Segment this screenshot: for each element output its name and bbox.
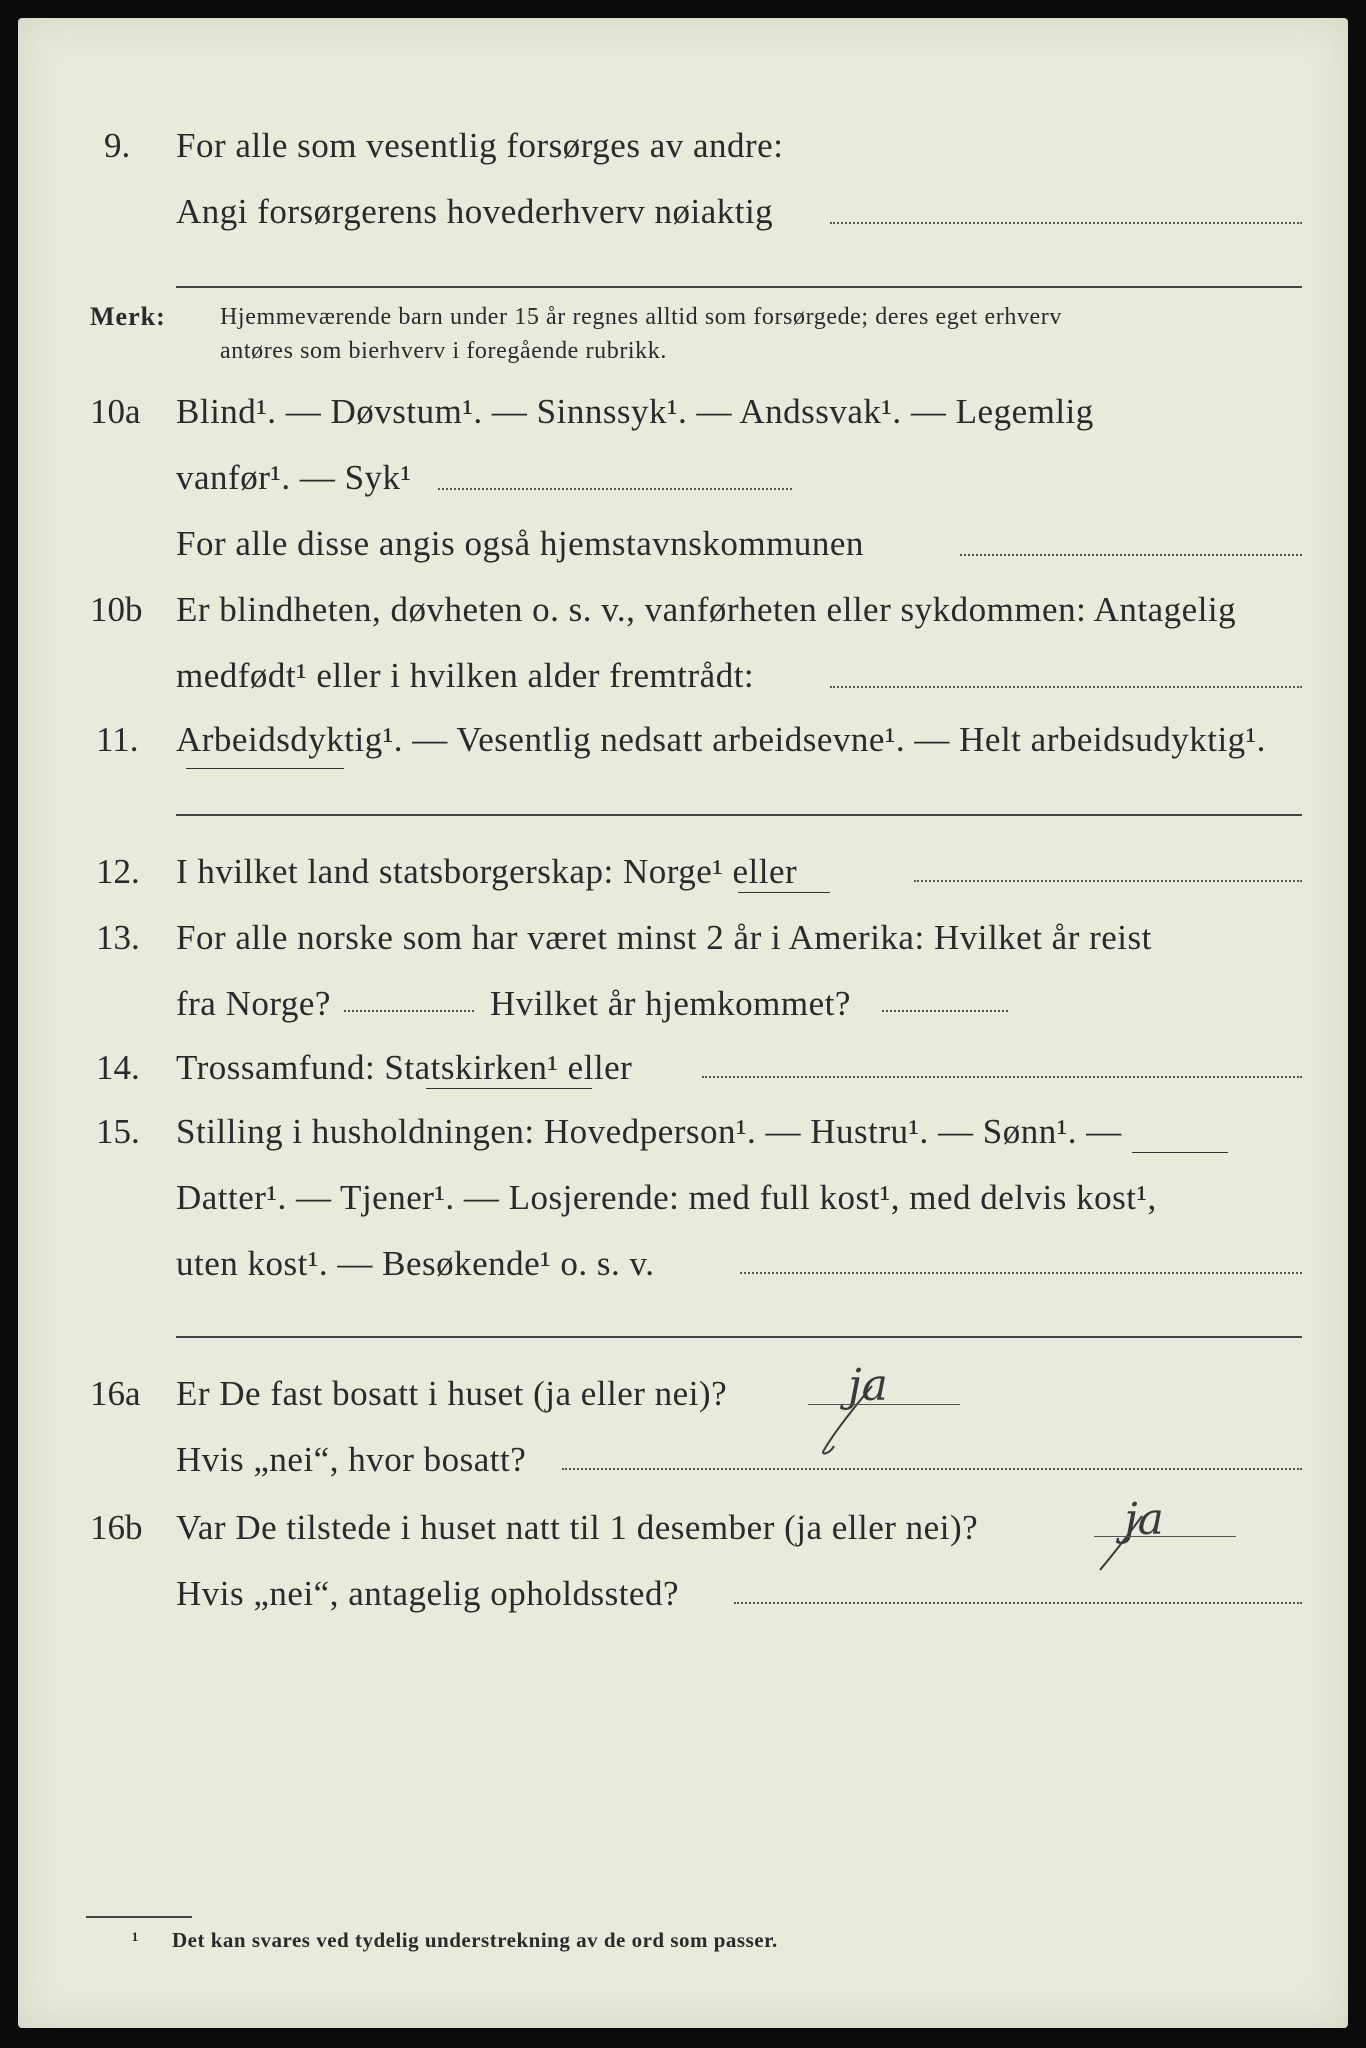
merk-line1: Hjemmeværende barn under 15 år regnes alltid som forsørgede; deres eget erhverv <box>220 304 1063 330</box>
q16a-line1: Er De fast bosatt i huset (ja eller nei)? <box>176 1374 728 1413</box>
q13-number: 13. <box>96 918 140 957</box>
q16a-line2: Hvis „nei“, hvor bosatt? <box>176 1440 527 1479</box>
q10b-number: 10b <box>90 590 143 629</box>
q15-line2: Datter¹. — Tjener¹. — Losjerende: med full kost¹, med delvis kost¹, <box>176 1178 1157 1217</box>
merk-line2: antøres som bierhverv i foregående rubrikk. <box>220 338 667 364</box>
q10b-line1: Er blindheten, døvheten o. s. v., vanførheten eller sykdommen: Antagelig <box>176 590 1237 629</box>
q12-answer-field[interactable] <box>914 880 1302 882</box>
q16a-number: 16a <box>90 1374 141 1413</box>
q16b-line2: Hvis „nei“, antagelig opholdssted? <box>176 1574 679 1613</box>
q16b-pen-stroke <box>1090 1510 1160 1580</box>
q16a-bosatt-field[interactable] <box>562 1468 1302 1470</box>
q15-extra-line[interactable] <box>176 1336 1302 1338</box>
q9-answer-field[interactable] <box>830 222 1302 224</box>
q10a-line3: For alle disse angis også hjemstavnskommunen <box>176 524 864 563</box>
q15-answer-field[interactable] <box>740 1272 1302 1274</box>
q10b-line2: medfødt¹ eller i hvilken alder fremtrådt: <box>176 656 755 695</box>
footnote-rule <box>86 1916 192 1918</box>
q12-underline-mark <box>738 892 830 893</box>
q16b-opholdssted-field[interactable] <box>734 1602 1302 1604</box>
footnote-mark: ¹ <box>132 1928 139 1952</box>
q13-line1: For alle norske som har været minst 2 år i Amerika: Hvilket år reist <box>176 918 1152 957</box>
merk-label: Merk: <box>90 302 166 331</box>
q9-line1: For alle som vesentlig forsørges av andre: <box>176 126 784 165</box>
footnote-text: Det kan svares ved tydelig understrekning av de ord som passer. <box>172 1928 778 1952</box>
q14-number: 14. <box>96 1048 140 1087</box>
q10a-line1: Blind¹. — Døvstum¹. — Sinnssyk¹. — Andssvak¹. — Legemlig <box>176 392 1094 431</box>
q16a-answer-field[interactable] <box>808 1404 960 1405</box>
q10b-answer-field[interactable] <box>830 686 1302 688</box>
q11-number: 11. <box>96 720 139 759</box>
q13-hjemkommet-field[interactable] <box>882 1010 1008 1012</box>
q16b-line1: Var De tilstede i huset natt til 1 desember (ja eller nei)? <box>176 1508 979 1547</box>
q13-reist-field[interactable] <box>344 1010 474 1012</box>
q10a-syk-field[interactable] <box>438 488 792 490</box>
q11-extra-line[interactable] <box>176 814 1302 816</box>
q13-line2a: fra Norge? <box>176 984 331 1023</box>
q12-line1: I hvilket land statsborgerskap: Norge¹ eller <box>176 852 798 891</box>
q14-answer-field[interactable] <box>702 1076 1302 1078</box>
q11-line1: Arbeidsdyktig¹. — Vesentlig nedsatt arbeidsevne¹. — Helt arbeidsudyktig¹. <box>176 720 1266 759</box>
q16b-number: 16b <box>90 1508 143 1547</box>
q10a-line2: vanfør¹. — Syk¹ <box>176 458 412 497</box>
q16b-handwritten-answer: ja <box>1124 1494 1164 1545</box>
q11-underline-mark <box>186 768 344 769</box>
q16a-handwritten-answer: ja <box>848 1360 888 1411</box>
q15-line1: Stilling i husholdningen: Hovedperson¹. — Hustru¹. — Sønn¹. — <box>176 1112 1122 1151</box>
q9-extra-line[interactable] <box>176 286 1302 288</box>
q13-line2b: Hvilket år hjemkommet? <box>490 984 851 1023</box>
q10a-number: 10a <box>90 392 141 431</box>
q12-number: 12. <box>96 852 140 891</box>
q9-number: 9. <box>104 126 131 165</box>
q15-number: 15. <box>96 1112 140 1151</box>
q14-line1: Trossamfund: Statskirken¹ eller <box>176 1048 633 1087</box>
q9-line2: Angi forsørgerens hovederhverv nøiaktig <box>176 192 774 231</box>
q10a-hjemstavn-field[interactable] <box>960 554 1302 556</box>
q16a-pen-stroke <box>812 1380 892 1460</box>
q14-underline-mark <box>426 1088 592 1089</box>
q15-line3: uten kost¹. — Besøkende¹ o. s. v. <box>176 1244 655 1283</box>
q16b-answer-field[interactable] <box>1094 1536 1236 1537</box>
q15-underline-mark <box>1132 1152 1228 1153</box>
